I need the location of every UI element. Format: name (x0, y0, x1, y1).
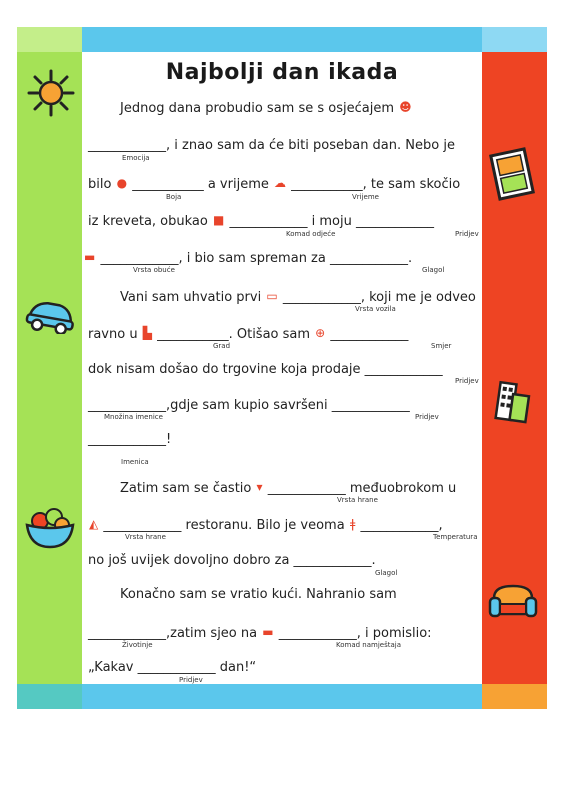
building-icon (488, 378, 536, 426)
blank-label-glagol-2: Glagol (375, 569, 398, 577)
story-text: Zatim sam se častio (120, 481, 252, 496)
story-line-6 (120, 289, 476, 305)
blank-label-zivotinje: Životinje (122, 641, 153, 649)
weather-icon: ☁ (274, 176, 286, 190)
story-text: ___________. Otišao sam (157, 327, 311, 342)
story-text: ____________,gdje sam kupio savršeni ____________ (88, 398, 410, 413)
story-text: Jednog dana probudio sam se s osjećajem (120, 101, 394, 116)
window-icon (487, 146, 537, 202)
top-bar-mid (82, 27, 482, 52)
story-text: bilo (88, 177, 112, 192)
story-line-13 (88, 553, 376, 568)
story-text: ____________, koji me je odveo (282, 290, 476, 305)
palette-icon: ● (116, 176, 128, 190)
blank-label-pridjev-1: Pridjev (455, 230, 479, 238)
bottom-bar-mid (82, 684, 482, 709)
story-text: ____________, i znao sam da će biti poseban dan. Nebo je (88, 138, 455, 153)
story-text: ____________, i pomislio: (278, 626, 432, 641)
story-text: ____________! (88, 432, 172, 447)
page-title: Najbolji dan ikada (165, 60, 399, 85)
blank-label-vrsta-hrane-1: Vrsta hrane (337, 496, 378, 504)
blank-label-emocija: Emocija (122, 154, 150, 162)
left-green-column (17, 52, 82, 684)
story-text: ___________ a vrijeme (132, 177, 269, 192)
story-line-14 (120, 587, 397, 602)
story-text: ____________, (360, 518, 443, 533)
story-text: ____________ restoranu. Bilo je veoma (103, 518, 345, 533)
bus-icon: ▭ (266, 289, 278, 303)
blank-label-vrsta-vozila: Vrsta vozila (355, 305, 396, 313)
story-text: dok nisam došao do trgovine koja prodaje ____________ (88, 362, 443, 377)
blank-label-mnozina-imenice: Množina imenice (104, 413, 163, 421)
couch-icon: ▬ (262, 625, 274, 639)
story-text: ___________, te sam skočio (291, 177, 461, 192)
icecream-icon: ▾ (256, 480, 263, 494)
bottom-bar-left (17, 684, 82, 709)
story-text: ____________ međuobrokom u (267, 481, 457, 496)
thermometer-icon: ǂ (349, 517, 356, 531)
top-bar-left (17, 27, 82, 52)
story-line-10 (88, 432, 171, 447)
shirt-icon: ■ (212, 213, 225, 227)
blank-label-komad-odjece: Komad odjeće (286, 230, 336, 238)
story-line-15 (88, 625, 432, 641)
story-text: ____________ (330, 327, 409, 342)
blank-label-vrsta-obuce: Vrsta obuće (133, 266, 175, 274)
blank-label-vrijeme: Vrijeme (352, 193, 379, 201)
story-text: iz kreveta, obukao (88, 214, 208, 229)
story-line-1 (120, 100, 413, 116)
blank-label-boja: Boja (166, 193, 182, 201)
story-text: no još uvijek dovoljno dobro za ____________. (88, 553, 376, 568)
story-text: ____________ i moju ____________ (229, 214, 434, 229)
blank-label-pridjev-2: Pridjev (455, 377, 479, 385)
story-line-2 (88, 138, 455, 153)
story-line-3 (88, 176, 460, 192)
story-line-8 (88, 362, 443, 377)
story-line-9 (88, 398, 410, 413)
top-bar-right (482, 27, 547, 52)
blank-label-glagol-1: Glagol (422, 266, 445, 274)
story-text: ravno u (88, 327, 138, 342)
smiley-icon: ☻ (399, 100, 412, 114)
story-text: ____________, i bio sam spreman za ____________. (100, 251, 413, 266)
story-line-16 (88, 660, 256, 675)
pizza-icon: ◭ (89, 517, 99, 531)
story-line-5 (84, 250, 413, 266)
blank-label-imenica: Imenica (121, 458, 149, 466)
blank-label-grad: Grad (213, 342, 231, 350)
story-line-7 (88, 326, 408, 342)
story-text: Vani sam uhvatio prvi (120, 290, 262, 305)
sun-icon (26, 68, 76, 118)
blank-label-temperatura: Temperatura (433, 533, 478, 541)
story-text: ____________,zatim sjeo na (88, 626, 258, 641)
shoe-icon: ▬ (84, 250, 96, 264)
story-line-12 (88, 517, 443, 533)
blank-label-pridjev-3: Pridjev (415, 413, 439, 421)
city-icon: ▙ (142, 326, 152, 340)
blank-label-pridjev-4: Pridjev (179, 676, 203, 684)
car-icon (24, 296, 78, 334)
story-line-11 (120, 480, 456, 496)
blank-label-komad-namjestaja: Komad namještaja (336, 641, 402, 649)
blank-label-vrsta-hrane-2: Vrsta hrane (125, 533, 166, 541)
sofa-icon (488, 578, 538, 624)
bottom-bar-right (482, 684, 547, 709)
fruit-bowl-icon (24, 505, 76, 551)
story-line-4 (88, 213, 434, 229)
blank-label-smjer: Smjer (431, 342, 452, 350)
compass-icon: ⊕ (315, 326, 326, 340)
story-text: „Kakav ____________ dan!“ (88, 660, 257, 675)
story-text: Konačno sam se vratio kući. Nahranio sam (120, 587, 397, 602)
